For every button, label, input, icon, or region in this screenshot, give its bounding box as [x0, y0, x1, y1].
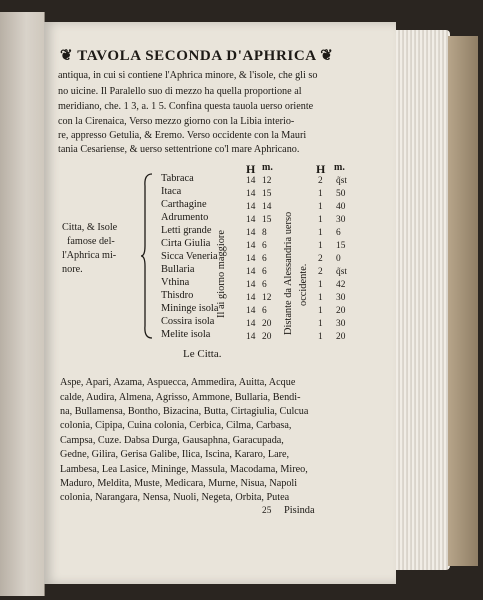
- rotated-label-distance: Distante da Alessandria uerso: [283, 211, 294, 335]
- side-label-line-1: Citta, & Isole: [62, 222, 118, 233]
- distance-minutes-value: q̃st: [336, 267, 347, 277]
- minutes-value: 15: [262, 215, 272, 225]
- minutes-value: 15: [262, 189, 272, 199]
- minutes-value: 12: [262, 293, 272, 303]
- citta-heading: Le Citta.: [183, 348, 222, 360]
- place-name: Cossira isola: [161, 316, 215, 327]
- hours-value: 14: [246, 241, 256, 251]
- signature-mark: 25: [262, 506, 272, 516]
- hours-value: 14: [246, 176, 256, 186]
- distance-minutes-value: 30: [336, 293, 346, 303]
- hours-value: 14: [246, 254, 256, 264]
- side-label-line-3: l'Aphrica mi-: [62, 250, 117, 261]
- intro-line-6: tania Cesariense, & uerso settentrione co'l mare Aphricano.: [58, 144, 300, 155]
- distance-minutes-value: 30: [336, 319, 346, 329]
- page-edges: [396, 30, 450, 570]
- distance-minutes-value: 30: [336, 215, 346, 225]
- hours-value: 14: [246, 228, 256, 238]
- place-name: Melite isola: [161, 329, 211, 340]
- minutes-value: 6: [262, 306, 267, 316]
- intro-line-2: no uicine. Il Paralello suo di mezzo ha quella proportione al: [58, 86, 302, 97]
- intro-line-1: antiqua, in cui si contiene l'Aphrica minore, & l'isole, che gli so: [58, 70, 318, 81]
- intro-line-3: meridiano, che. 1 3, a. 1 5. Confina questa tauola uerso oriente: [58, 101, 314, 112]
- title-ornament-right: ❦: [320, 48, 334, 64]
- distance-hours-value: 1: [318, 202, 323, 212]
- side-label-line-2: famose del-: [67, 236, 115, 247]
- rotated-label-west: occidente.: [298, 263, 309, 306]
- distance-hours-value: 2: [318, 176, 323, 186]
- minutes-value: 6: [262, 280, 267, 290]
- rotated-label-day: Il ai giorno maggiore: [216, 229, 227, 318]
- distance-minutes-value: 15: [336, 241, 346, 251]
- hours-value: 14: [246, 306, 256, 316]
- intro-line-4: con la Cirenaica, Verso mezzo giorno con la Libia interio-: [58, 116, 295, 127]
- minutes-value: 12: [262, 176, 272, 186]
- distance-hours-value: 1: [318, 228, 323, 238]
- catchword: Pisinda: [284, 505, 315, 516]
- hours-value: 14: [246, 280, 256, 290]
- minutes-value: 6: [262, 254, 267, 264]
- minutes-value: 20: [262, 319, 272, 329]
- title-ornament-left: ❦: [60, 48, 74, 64]
- minutes-value: 6: [262, 241, 267, 251]
- distance-minutes-value: 6: [336, 228, 341, 238]
- hours-value: 14: [246, 332, 256, 342]
- place-name: Thisdro: [161, 290, 194, 301]
- citta-line-5: Campsa, Cuze. Dabsa Durga, Gausaphna, Garacupada,: [60, 435, 284, 446]
- minutes-value: 6: [262, 267, 267, 277]
- citta-line-3: na, Bullamensa, Bontho, Bizacina, Butta, Cirtagiulia, Culcua: [60, 406, 309, 417]
- intro-line-5: re, appresso Getulia, & Eremo. Verso occidente con la Mauri: [58, 130, 307, 141]
- distance-minutes-value: q̃st: [336, 176, 347, 186]
- brace: [140, 172, 154, 340]
- place-name: Letti grande: [161, 225, 212, 236]
- page-title: [60, 46, 333, 65]
- distance-hours-value: 1: [318, 293, 323, 303]
- citta-line-6: Gedne, Gilira, Gerisa Galibe, Ilica, Iscina, Kararo, Lare,: [60, 449, 290, 460]
- place-name: Vthina: [161, 277, 190, 288]
- hours-value: 14: [246, 267, 256, 277]
- place-name: Tabraca: [161, 173, 194, 184]
- distance-minutes-value: 20: [336, 332, 346, 342]
- col-header-h: H: [246, 162, 256, 176]
- hours-value: 14: [246, 189, 256, 199]
- col-header-h2: H: [316, 162, 326, 176]
- distance-hours-value: 2: [318, 267, 323, 277]
- place-name: Bullaria: [161, 264, 195, 275]
- place-name: Mininge isola: [161, 303, 219, 314]
- place-name: Sicca Veneria: [161, 251, 218, 262]
- left-page-edge: [0, 12, 45, 596]
- book-cover-edge: [448, 36, 478, 566]
- distance-minutes-value: 50: [336, 189, 346, 199]
- col-header-m2: m.: [334, 162, 345, 173]
- minutes-value: 20: [262, 332, 272, 342]
- distance-hours-value: 1: [318, 319, 323, 329]
- distance-minutes-value: 0: [336, 254, 341, 264]
- hours-value: 14: [246, 293, 256, 303]
- distance-hours-value: 1: [318, 215, 323, 225]
- minutes-value: 14: [262, 202, 272, 212]
- distance-hours-value: 1: [318, 189, 323, 199]
- citta-line-8: Maduro, Meldita, Muste, Medicara, Murne, Nisua, Napoli: [60, 478, 298, 489]
- place-name: Adrumento: [161, 212, 209, 223]
- side-label-line-4: nore.: [62, 264, 83, 275]
- place-name: Carthagine: [161, 199, 207, 210]
- distance-minutes-value: 20: [336, 306, 346, 316]
- col-header-m: m.: [262, 162, 273, 173]
- distance-hours-value: 2: [318, 254, 323, 264]
- distance-hours-value: 1: [318, 332, 323, 342]
- place-name: Itaca: [161, 186, 182, 197]
- citta-line-7: Lambesa, Lea Lasice, Mininge, Massula, Macodama, Mireo,: [60, 464, 308, 475]
- place-name: Cirta Giulia: [161, 238, 211, 249]
- hours-value: 14: [246, 202, 256, 212]
- distance-minutes-value: 42: [336, 280, 346, 290]
- distance-hours-value: 1: [318, 280, 323, 290]
- citta-line-1: Aspe, Apari, Azama, Aspuecca, Ammedira, Auitta, Acque: [60, 377, 296, 388]
- citta-line-2: calde, Audira, Almena, Agrisso, Ammone, Bullaria, Bendi-: [60, 392, 301, 403]
- hours-value: 14: [246, 319, 256, 329]
- distance-hours-value: 1: [318, 306, 323, 316]
- distance-hours-value: 1: [318, 241, 323, 251]
- title-text: TAVOLA SECONDA D'APHRICA: [77, 48, 316, 64]
- citta-line-4: colonia, Cipipa, Cuina colonia, Cerbica, Cilma, Carbasa,: [60, 420, 292, 431]
- hours-value: 14: [246, 215, 256, 225]
- minutes-value: 8: [262, 228, 267, 238]
- citta-line-9: colonia, Narangara, Nensa, Nuoli, Negeta, Orbita, Putea: [60, 492, 290, 503]
- distance-minutes-value: 40: [336, 202, 346, 212]
